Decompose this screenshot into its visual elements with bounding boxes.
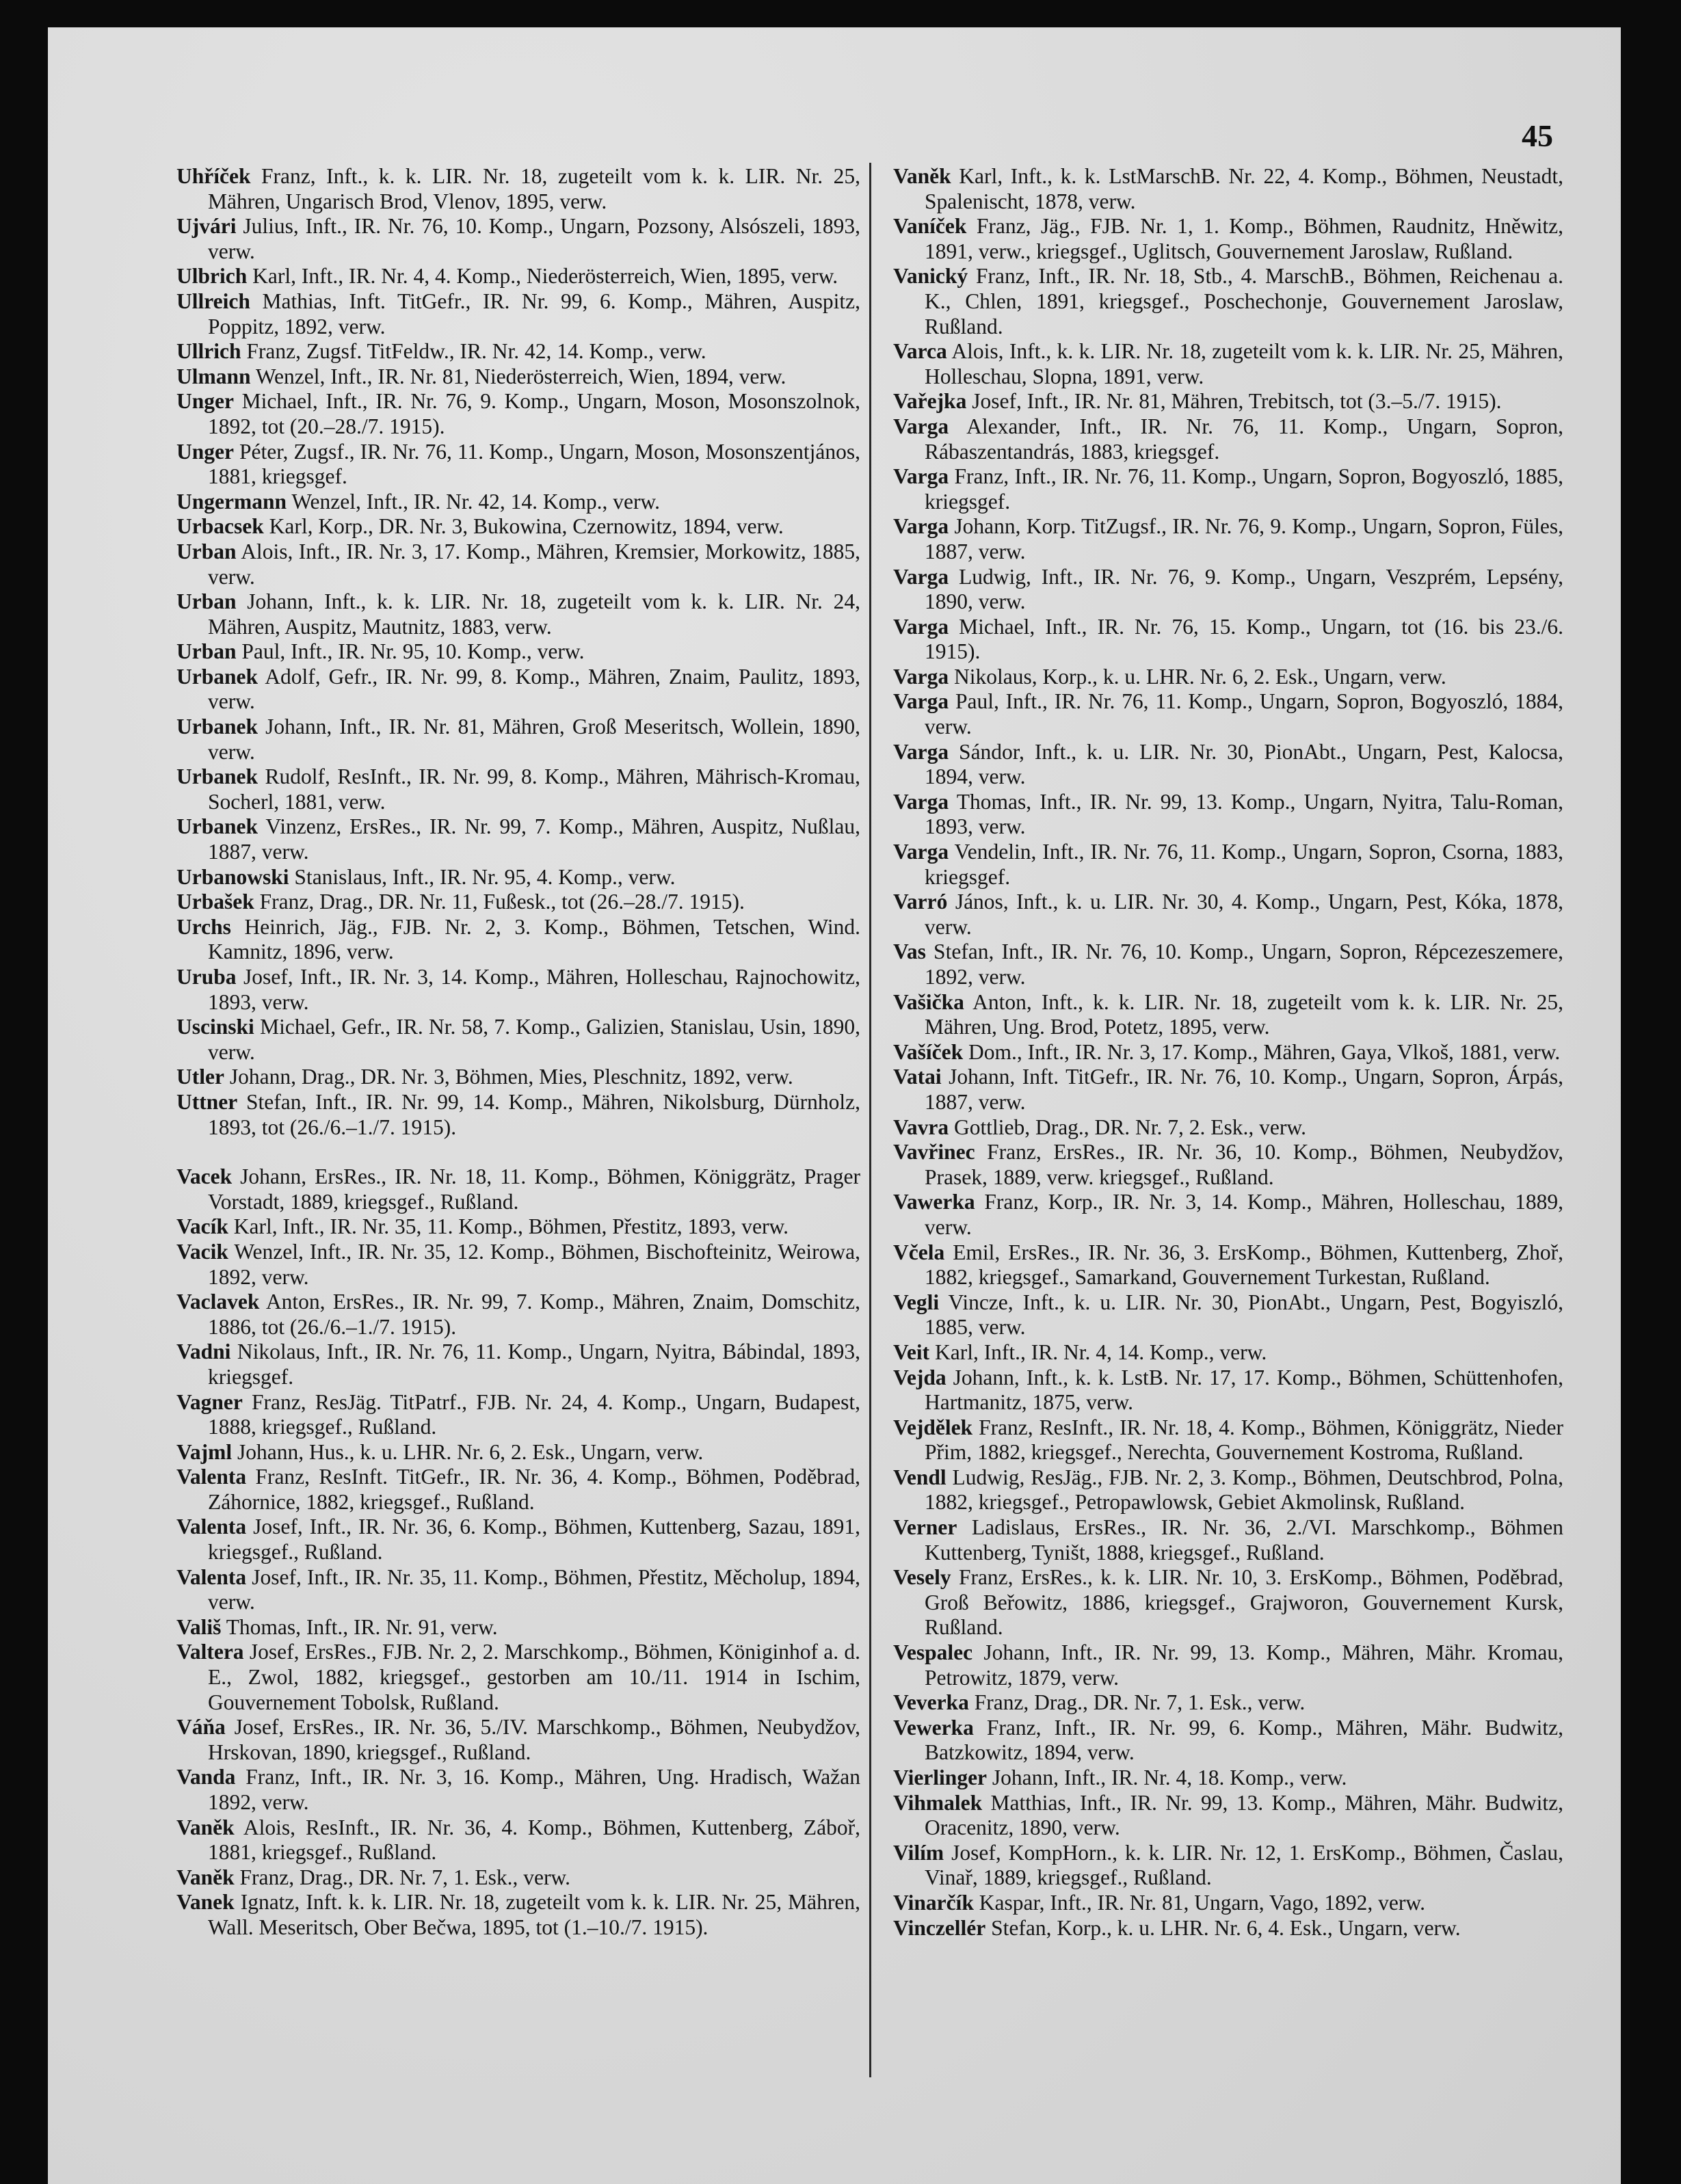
list-entry	[176, 1565, 860, 1615]
entry-details: Franz, Inft., IR. Nr. 76, 11. Komp., Ungarn, Sopron, Bogyoszló, 1885, kriegsgef.	[925, 464, 1564, 514]
list-entry	[893, 1791, 1563, 1841]
list-entry	[893, 1891, 1563, 1916]
entry-details: Josef, Inft., IR. Nr. 81, Mähren, Trebitsch, tot (3.–5./7. 1915).	[972, 389, 1502, 414]
entry-details: Josef, ErsRes., FJB. Nr. 2, 2. Marschkomp., Böhmen, Königinhof a. d. E., Zwol, 1882, kriegsgef., gestorben am 10./11. 1914 in Ischim, Gouvernement Tobolsk, Rußland.	[208, 1640, 861, 1714]
entry-surname: Varga	[893, 414, 949, 438]
list-entry	[176, 1715, 860, 1765]
list-entry	[893, 840, 1563, 890]
list-entry	[176, 915, 860, 965]
list-entry	[176, 890, 860, 915]
list-entry	[893, 214, 1563, 264]
entry-surname: Vašíček	[893, 1039, 964, 1064]
entry-surname: Vaněk	[176, 1865, 235, 1889]
entry-surname: Ullrich	[176, 339, 241, 364]
list-entry	[893, 990, 1563, 1040]
list-entry	[893, 665, 1563, 690]
entry-details: Franz, ErsRes., IR. Nr. 36, 10. Komp., Böhmen, Neubydžov, Prasek, 1889, verw. kriegsgef., Rußland.	[925, 1140, 1563, 1189]
list-entry	[893, 790, 1563, 840]
entry-details: Ladislaus, ErsRes., IR. Nr. 36, 2./VI. Marschkomp., Böhmen Kuttenberg, Tyništ, 1888, kriegsgef., Rußland.	[925, 1515, 1564, 1564]
list-entry	[893, 1565, 1563, 1640]
entry-details: Josef, Inft., IR. Nr. 35, 11. Komp., Böhmen, Přestitz, Měcholup, 1894, verw.	[208, 1564, 860, 1614]
entry-surname: Vadni	[176, 1340, 231, 1364]
entry-surname: Vařejka	[893, 389, 967, 414]
entry-details: Paul, Inft., IR. Nr. 76, 11. Komp., Ungarn, Sopron, Bogyoszló, 1884, verw.	[925, 689, 1564, 739]
entry-details: Rudolf, ResInft., IR. Nr. 99, 8. Komp., Mähren, Mährisch-Kromau, Socherl, 1881, verw.	[208, 764, 860, 814]
entry-surname: Urbanek	[176, 764, 259, 789]
entry-details: Franz, Jäg., FJB. Nr. 1, 1. Komp., Böhmen, Raudnitz, Hněwitz, 1891, verw., kriegsgef., Uglitsch, Gouvernement Jaroslaw, Rußland.	[925, 214, 1564, 263]
entry-details: Julius, Inft., IR. Nr. 76, 10. Komp., Ungarn, Pozsony, Alsószeli, 1893, verw.	[208, 214, 860, 263]
entry-details: Anton, Inft., k. k. LIR. Nr. 18, zugeteilt vom k. k. LIR. Nr. 25, Mähren, Ung. Brod, Potetz, 1895, verw.	[925, 989, 1564, 1039]
entry-surname: Vendl	[893, 1465, 947, 1489]
entry-surname: Vewerka	[893, 1715, 974, 1740]
entry-details: Karl, Inft., IR. Nr. 35, 11. Komp., Böhmen, Přestitz, 1893, verw.	[233, 1214, 789, 1239]
list-entry	[893, 1465, 1563, 1515]
entry-surname: Vespalec	[893, 1640, 973, 1665]
list-entry	[176, 264, 860, 289]
list-entry	[176, 1465, 860, 1515]
entry-details: Johann, Hus., k. u. LHR. Nr. 6, 2. Esk., Ungarn, verw.	[237, 1439, 704, 1464]
entry-details: Franz, Drag., DR. Nr. 11, Fußesk., tot (26.–28./7. 1915).	[259, 890, 745, 914]
entry-details: Ludwig, Inft., IR. Nr. 76, 9. Komp., Ungarn, Veszprém, Lepsény, 1890, verw.	[925, 564, 1563, 614]
entry-surname: Valenta	[176, 1515, 247, 1539]
entry-details: Dom., Inft., IR. Nr. 3, 17. Komp., Mähren, Gaya, Vlkoš, 1881, verw.	[968, 1039, 1561, 1064]
entry-details: Johann, Inft., k. k. LIR. Nr. 18, zugeteilt vom k. k. LIR. Nr. 24, Mähren, Auspitz, Mautnitz, 1883, verw.	[208, 589, 861, 639]
list-entry	[176, 440, 860, 490]
entry-surname: Veit	[893, 1340, 930, 1364]
entry-details: Ludwig, ResJäg., FJB. Nr. 2, 3. Komp., Böhmen, Deutschbrod, Polna, 1882, kriegsgef., Petropawlowsk, Gebiet Akmolinsk, Rußland.	[925, 1465, 1564, 1515]
entry-details: Emil, ErsRes., IR. Nr. 36, 3. ErsKomp., Böhmen, Kuttenberg, Zhoř, 1882, kriegsgef., Samarkand, Gouvernement Turkestan, Rußland.	[925, 1240, 1563, 1290]
list-entry	[893, 514, 1563, 564]
entry-details: Vincze, Inft., k. u. LIR. Nr. 30, PionAbt., Ungarn, Pest, Bogyiszló, 1885, verw.	[925, 1290, 1563, 1340]
list-entry	[176, 865, 860, 890]
entry-details: Franz, Drag., DR. Nr. 7, 1. Esk., verw.	[239, 1865, 571, 1889]
entry-surname: Vaclavek	[176, 1290, 260, 1314]
entry-details: Sándor, Inft., k. u. LIR. Nr. 30, PionAbt., Ungarn, Pest, Kalocsa, 1894, verw.	[925, 739, 1564, 789]
list-entry	[176, 1765, 860, 1815]
entry-details: Thomas, Inft., IR. Nr. 91, verw.	[226, 1614, 498, 1639]
entry-details: Anton, ErsRes., IR. Nr. 99, 7. Komp., Mähren, Znaim, Domschitz, 1886, tot (26./6.–1./7. 1915).	[208, 1290, 861, 1339]
entry-surname: Vanický	[893, 264, 968, 289]
list-entry	[893, 1515, 1563, 1565]
entry-surname: Vas	[893, 940, 926, 964]
list-entry	[176, 1290, 860, 1340]
list-entry	[176, 665, 860, 715]
list-entry	[176, 1815, 860, 1865]
entry-details: Franz, Inft., IR. Nr. 18, Stb., 4. MarschB., Böhmen, Reichenau a. K., Chlen, 1891, kriegsgef., Poschechonje, Gouvernement Jaroslaw, Rußland.	[925, 264, 1563, 338]
entry-details: Mathias, Inft. TitGefr., IR. Nr. 99, 6. Komp., Mähren, Auspitz, Poppitz, 1892, verw.	[208, 289, 861, 338]
list-entry	[176, 1090, 860, 1140]
list-entry	[893, 1766, 1563, 1791]
entry-surname: Utler	[176, 1065, 224, 1089]
entry-surname: Vinarčík	[893, 1890, 974, 1915]
entry-details: Franz, Inft., IR. Nr. 3, 16. Komp., Mähren, Ung. Hradisch, Wažan 1892, verw.	[208, 1765, 860, 1814]
entry-surname: Valtera	[176, 1640, 244, 1664]
entry-details: Franz, ErsRes., k. k. LIR. Nr. 10, 3. ErsKomp., Böhmen, Poděbrad, Groß Beřowitz, 1886, kriegsgef., Grajworon, Gouvernement Kursk, Rußland.	[925, 1565, 1564, 1640]
entry-details: Thomas, Inft., IR. Nr. 99, 13. Komp., Ungarn, Nyitra, Talu-Roman, 1893, verw.	[925, 789, 1563, 839]
entry-surname: Vašička	[893, 989, 964, 1014]
list-entry	[176, 364, 860, 390]
entry-details: Wenzel, Inft., IR. Nr. 35, 12. Komp., Böhmen, Bischofteinitz, Weirowa, 1892, verw.	[208, 1239, 860, 1289]
entry-details: Stefan, Inft., IR. Nr. 76, 10. Komp., Ungarn, Sopron, Répcezeszemere, 1892, verw.	[925, 940, 1564, 989]
entry-details: Franz, ResJäg. TitPatrf., FJB. Nr. 24, 4. Komp., Ungarn, Budapest, 1888, kriegsgef., Rußland.	[208, 1389, 860, 1439]
entry-surname: Vatai	[893, 1065, 942, 1089]
entry-surname: Vaníček	[893, 214, 967, 239]
entry-details: Alois, Inft., k. k. LIR. Nr. 18, zugeteilt vom k. k. LIR. Nr. 25, Mähren, Holleschau, Slopna, 1891, verw.	[925, 339, 1563, 388]
list-entry	[893, 1190, 1563, 1240]
entry-surname: Ujvári	[176, 214, 237, 239]
list-entry	[893, 1065, 1563, 1115]
entry-surname: Vagner	[176, 1389, 243, 1414]
entry-surname: Vihmalek	[893, 1790, 983, 1815]
entry-details: Wenzel, Inft., IR. Nr. 81, Niederösterreich, Wien, 1894, verw.	[255, 364, 786, 388]
entry-surname: Varca	[893, 339, 947, 364]
entry-surname: Valenta	[176, 1465, 247, 1489]
entry-details: Vendelin, Inft., IR. Nr. 76, 11. Komp., Ungarn, Sopron, Csorna, 1883, kriegsgef.	[925, 840, 1563, 889]
entry-details: János, Inft., k. u. LIR. Nr. 30, 4. Komp., Ungarn, Pest, Kóka, 1878, verw.	[925, 890, 1564, 939]
entry-surname: Uruba	[176, 965, 237, 989]
entry-details: Michael, Inft., IR. Nr. 76, 9. Komp., Ungarn, Moson, Mosonszolnok, 1892, tot (20.–28./7. 1915).	[208, 389, 861, 438]
list-entry	[176, 1340, 860, 1389]
list-entry	[893, 339, 1563, 389]
entry-details: Paul, Inft., IR. Nr. 95, 10. Komp., verw.	[241, 639, 585, 664]
list-entry	[893, 1366, 1563, 1415]
list-entry	[893, 1716, 1563, 1766]
entry-surname: Uhříček	[176, 164, 251, 188]
list-entry	[893, 890, 1563, 940]
column-divider	[869, 163, 871, 2077]
entry-surname: Urban	[176, 589, 237, 614]
entry-surname: Urbanek	[176, 664, 259, 689]
list-entry	[176, 1390, 860, 1440]
list-entry	[893, 1115, 1563, 1141]
list-entry	[176, 289, 860, 339]
list-entry	[176, 1890, 860, 1940]
list-entry	[893, 1340, 1563, 1366]
list-entry	[893, 164, 1563, 214]
entry-details: Nikolaus, Inft., IR. Nr. 76, 11. Komp., Ungarn, Nyitra, Bábindal, 1893, kriegsgef.	[208, 1340, 860, 1389]
entry-surname: Verner	[893, 1515, 957, 1540]
list-entry	[893, 389, 1563, 414]
entry-details: Stefan, Inft., IR. Nr. 99, 14. Komp., Mähren, Nikolsburg, Dürnholz, 1893, tot (26./6.–1./7. 1915).	[208, 1089, 860, 1139]
entry-surname: Varga	[893, 514, 949, 539]
list-entry	[176, 589, 860, 639]
entry-details: Franz, Inft., IR. Nr. 99, 6. Komp., Mähren, Mähr. Budwitz, Batzkowitz, 1894, verw.	[925, 1715, 1563, 1765]
list-entry	[176, 965, 860, 1015]
entry-surname: Varga	[893, 614, 949, 639]
list-entry	[176, 1515, 860, 1564]
list-entry	[893, 565, 1563, 615]
right-column	[893, 164, 1563, 1941]
entry-details: Matthias, Inft., IR. Nr. 99, 13. Komp., Mähren, Mähr. Budwitz, Oracenitz, 1890, verw.	[925, 1790, 1563, 1840]
entry-details: Alois, Inft., IR. Nr. 3, 17. Komp., Mähren, Kremsier, Morkowitz, 1885, verw.	[208, 539, 861, 589]
list-entry	[893, 414, 1563, 464]
entry-details: Franz, Drag., DR. Nr. 7, 1. Esk., verw.	[974, 1690, 1306, 1715]
entry-details: Karl, Inft., k. k. LstMarschB. Nr. 22, 4. Komp., Böhmen, Neustadt, Spalenischt, 1878, verw.	[925, 164, 1564, 213]
entry-surname: Veverka	[893, 1690, 969, 1715]
entry-details: Alexander, Inft., IR. Nr. 76, 11. Komp., Ungarn, Sopron, Rábaszentandrás, 1883, kriegsgef.	[925, 414, 1564, 464]
list-entry	[893, 1415, 1563, 1465]
entry-details: Johann, Inft., IR. Nr. 4, 18. Komp., verw.	[992, 1766, 1347, 1789]
entry-details: Karl, Korp., DR. Nr. 3, Bukowina, Czernowitz, 1894, verw.	[269, 514, 784, 539]
entry-details: Heinrich, Jäg., FJB. Nr. 2, 3. Komp., Böhmen, Tetschen, Wind. Kamnitz, 1896, verw.	[208, 914, 861, 964]
list-entry	[176, 639, 860, 665]
list-entry	[176, 164, 860, 214]
entry-surname: Urbanek	[176, 814, 259, 839]
list-entry	[893, 1040, 1563, 1065]
entry-details: Stanislaus, Inft., IR. Nr. 95, 4. Komp., verw.	[294, 864, 676, 889]
entry-details: Michael, Gefr., IR. Nr. 58, 7. Komp., Galizien, Stanislau, Usin, 1890, verw.	[208, 1015, 861, 1064]
entry-surname: Vinczellér	[893, 1915, 986, 1940]
entry-details: Josef, ErsRes., IR. Nr. 36, 5./IV. Marschkomp., Böhmen, Neubydžov, Hrskovan, 1890, kriegsgef., Rußland.	[208, 1715, 860, 1764]
entry-details: Adolf, Gefr., IR. Nr. 99, 8. Komp., Mähren, Znaim, Paulitz, 1893, verw.	[208, 664, 861, 714]
entry-details: Kaspar, Inft., IR. Nr. 81, Ungarn, Vago, 1892, verw.	[979, 1890, 1425, 1915]
entry-details: Franz, Inft., k. k. LIR. Nr. 18, zugeteilt vom k. k. LIR. Nr. 25, Mähren, Ungarisch Brod, Vlenov, 1895, verw.	[208, 164, 860, 213]
entry-details: Alois, ResInft., IR. Nr. 36, 4. Komp., Böhmen, Kuttenberg, Záboř, 1881, kriegsgef., Rußland.	[208, 1815, 860, 1865]
list-entry	[893, 264, 1563, 339]
entry-details: Nikolaus, Korp., k. u. LHR. Nr. 6, 2. Esk., Ungarn, verw.	[953, 664, 1446, 689]
entry-surname: Vejdělek	[893, 1415, 973, 1439]
entry-surname: Vierlinger	[893, 1766, 988, 1789]
list-entry	[176, 214, 860, 264]
entry-details: Johann, ErsRes., IR. Nr. 18, 11. Komp., Böhmen, Königgrätz, Prager Vorstadt, 1889, kriegsgef., Rußland.	[208, 1164, 861, 1214]
entry-details: Ignatz, Inft. k. k. LIR. Nr. 18, zugeteilt vom k. k. LIR. Nr. 25, Mähren, Wall. Meseritsch, Ober Bečwa, 1895, tot (1.–10./7. 1915).	[208, 1890, 860, 1939]
entry-surname: Vilím	[893, 1840, 944, 1865]
list-entry	[893, 615, 1563, 665]
entry-details: Wenzel, Inft., IR. Nr. 42, 14. Komp., verw.	[291, 489, 661, 514]
entry-details: Johann, Inft., k. k. LstB. Nr. 17, 17. Komp., Böhmen, Schüttenhofen, Hartmanitz, 1875, verw.	[925, 1365, 1564, 1415]
entry-surname: Ulmann	[176, 364, 251, 388]
entry-surname: Váňa	[176, 1715, 226, 1740]
list-entry	[176, 339, 860, 364]
list-entry	[893, 1690, 1563, 1716]
list-entry	[893, 1290, 1563, 1340]
entry-details: Franz, Zugsf. TitFeldw., IR. Nr. 42, 14. Komp., verw.	[246, 339, 706, 364]
entry-details: Johann, Inft., IR. Nr. 99, 13. Komp., Mähren, Mähr. Kromau, Petrowitz, 1879, verw.	[925, 1640, 1563, 1690]
entry-surname: Varga	[893, 789, 949, 814]
list-entry	[893, 1240, 1563, 1290]
entry-surname: Varga	[893, 739, 949, 764]
list-entry	[176, 1615, 860, 1640]
list-entry	[176, 715, 860, 764]
entry-surname: Vanda	[176, 1765, 236, 1789]
entry-details: Franz, Korp., IR. Nr. 3, 14. Komp., Mähren, Holleschau, 1889, verw.	[925, 1190, 1564, 1239]
entry-details: Gottlieb, Drag., DR. Nr. 7, 2. Esk., verw.	[953, 1115, 1306, 1139]
entry-surname: Vališ	[176, 1614, 222, 1639]
list-entry	[176, 1065, 860, 1090]
entry-details: Vinzenz, ErsRes., IR. Nr. 99, 7. Komp., Mähren, Auspitz, Nußlau, 1887, verw.	[208, 814, 860, 864]
book-page	[48, 27, 1621, 2184]
entry-surname: Ungermann	[176, 489, 287, 514]
entry-surname: Vacik	[176, 1239, 228, 1264]
entry-surname: Vesely	[893, 1565, 951, 1590]
list-entry	[176, 1240, 860, 1290]
list-entry	[176, 514, 860, 540]
entry-surname: Vejda	[893, 1365, 947, 1389]
entry-surname: Vaněk	[176, 1815, 235, 1839]
entry-details: Franz, ResInft., IR. Nr. 18, 4. Komp., Böhmen, Königgrätz, Nieder Přim, 1882, kriegsgef., Nerechta, Gouvernement Kostroma, Rußland.	[925, 1415, 1563, 1465]
entry-details: Michael, Inft., IR. Nr. 76, 15. Komp., Ungarn, tot (16. bis 23./6. 1915).	[925, 614, 1564, 664]
entry-surname: Urban	[176, 539, 237, 563]
list-entry	[176, 1015, 860, 1065]
list-entry	[893, 1841, 1563, 1891]
entry-details: Karl, Inft., IR. Nr. 4, 4. Komp., Niederösterreich, Wien, 1895, verw.	[252, 264, 838, 289]
entry-details: Stefan, Korp., k. u. LHR. Nr. 6, 4. Esk., Ungarn, verw.	[991, 1915, 1461, 1940]
page-number: 45	[1522, 118, 1553, 153]
entry-details: Josef, KompHorn., k. k. LIR. Nr. 12, 1. ErsKomp., Böhmen, Časlau, Vinař, 1889, kriegsgef., Rußland.	[925, 1840, 1564, 1890]
entry-surname: Urban	[176, 639, 237, 664]
list-entry	[893, 1640, 1563, 1690]
list-entry	[176, 389, 860, 439]
entry-surname: Uscinski	[176, 1015, 254, 1039]
entry-surname: Urbanek	[176, 715, 259, 739]
list-entry	[893, 1916, 1563, 1941]
list-entry	[176, 1214, 860, 1240]
list-entry	[893, 1140, 1563, 1190]
entry-details: Johann, Inft. TitGefr., IR. Nr. 76, 10. Komp., Ungarn, Sopron, Árpás, 1887, verw.	[925, 1065, 1564, 1114]
entry-surname: Vawerka	[893, 1190, 975, 1214]
list-entry	[176, 814, 860, 864]
list-entry	[176, 1640, 860, 1715]
entry-surname: Unger	[176, 389, 234, 414]
entry-surname: Varga	[893, 564, 949, 589]
list-entry	[176, 764, 860, 814]
entry-surname: Valenta	[176, 1564, 247, 1589]
entry-surname: Vajml	[176, 1439, 233, 1464]
entry-surname: Varró	[893, 890, 948, 914]
entry-surname: Urchs	[176, 914, 231, 939]
list-entry	[176, 540, 860, 589]
entry-surname: Vavra	[893, 1115, 949, 1139]
entry-surname: Vavřinec	[893, 1140, 975, 1164]
list-entry	[176, 1164, 860, 1214]
entry-surname: Vacík	[176, 1214, 228, 1239]
entry-details: Josef, Inft., IR. Nr. 36, 6. Komp., Böhmen, Kuttenberg, Sazau, 1891, kriegsgef., Rußland.	[208, 1515, 861, 1564]
entry-surname: Ullreich	[176, 289, 250, 313]
list-entry	[893, 740, 1563, 790]
list-entry	[893, 940, 1563, 989]
entry-surname: Uttner	[176, 1089, 238, 1114]
entry-surname: Unger	[176, 439, 234, 464]
entry-details: Johann, Drag., DR. Nr. 3, Böhmen, Mies, Pleschnitz, 1892, verw.	[229, 1065, 793, 1089]
entry-details: Péter, Zugsf., IR. Nr. 76, 11. Komp., Ungarn, Moson, Mosonszentjános, 1881, kriegsgef.	[208, 439, 861, 489]
entry-surname: Varga	[893, 464, 949, 489]
entry-surname: Urbašek	[176, 890, 254, 914]
entry-surname: Urbanowski	[176, 864, 289, 889]
entry-surname: Vacek	[176, 1164, 233, 1189]
list-entry	[176, 1865, 860, 1891]
list-entry	[893, 464, 1563, 514]
left-column	[176, 164, 860, 1941]
entry-surname: Včela	[893, 1240, 945, 1264]
entry-surname: Urbacsek	[176, 514, 264, 539]
entry-details: Karl, Inft., IR. Nr. 4, 14. Komp., verw.	[934, 1340, 1267, 1364]
entry-surname: Varga	[893, 664, 949, 689]
list-entry	[893, 689, 1563, 739]
entry-details: Johann, Inft., IR. Nr. 81, Mähren, Groß Meseritsch, Wollein, 1890, verw.	[208, 715, 861, 764]
entry-surname: Varga	[893, 689, 949, 714]
entry-surname: Varga	[893, 840, 949, 864]
list-entry	[176, 490, 860, 515]
entry-surname: Vanek	[176, 1890, 235, 1915]
entry-surname: Vegli	[893, 1290, 940, 1314]
entry-details: Franz, ResInft. TitGefr., IR. Nr. 36, 4. Komp., Böhmen, Poděbrad, Záhornice, 1882, kriegsgef., Rußland.	[208, 1465, 860, 1514]
entry-surname: Ulbrich	[176, 264, 248, 289]
entry-details: Josef, Inft., IR. Nr. 3, 14. Komp., Mähren, Holleschau, Rajnochowitz, 1893, verw.	[208, 965, 861, 1014]
entry-surname: Vaněk	[893, 164, 951, 188]
entry-details: Johann, Korp. TitZugsf., IR. Nr. 76, 9. Komp., Ungarn, Sopron, Füles, 1887, verw.	[925, 514, 1563, 563]
list-entry	[176, 1440, 860, 1465]
